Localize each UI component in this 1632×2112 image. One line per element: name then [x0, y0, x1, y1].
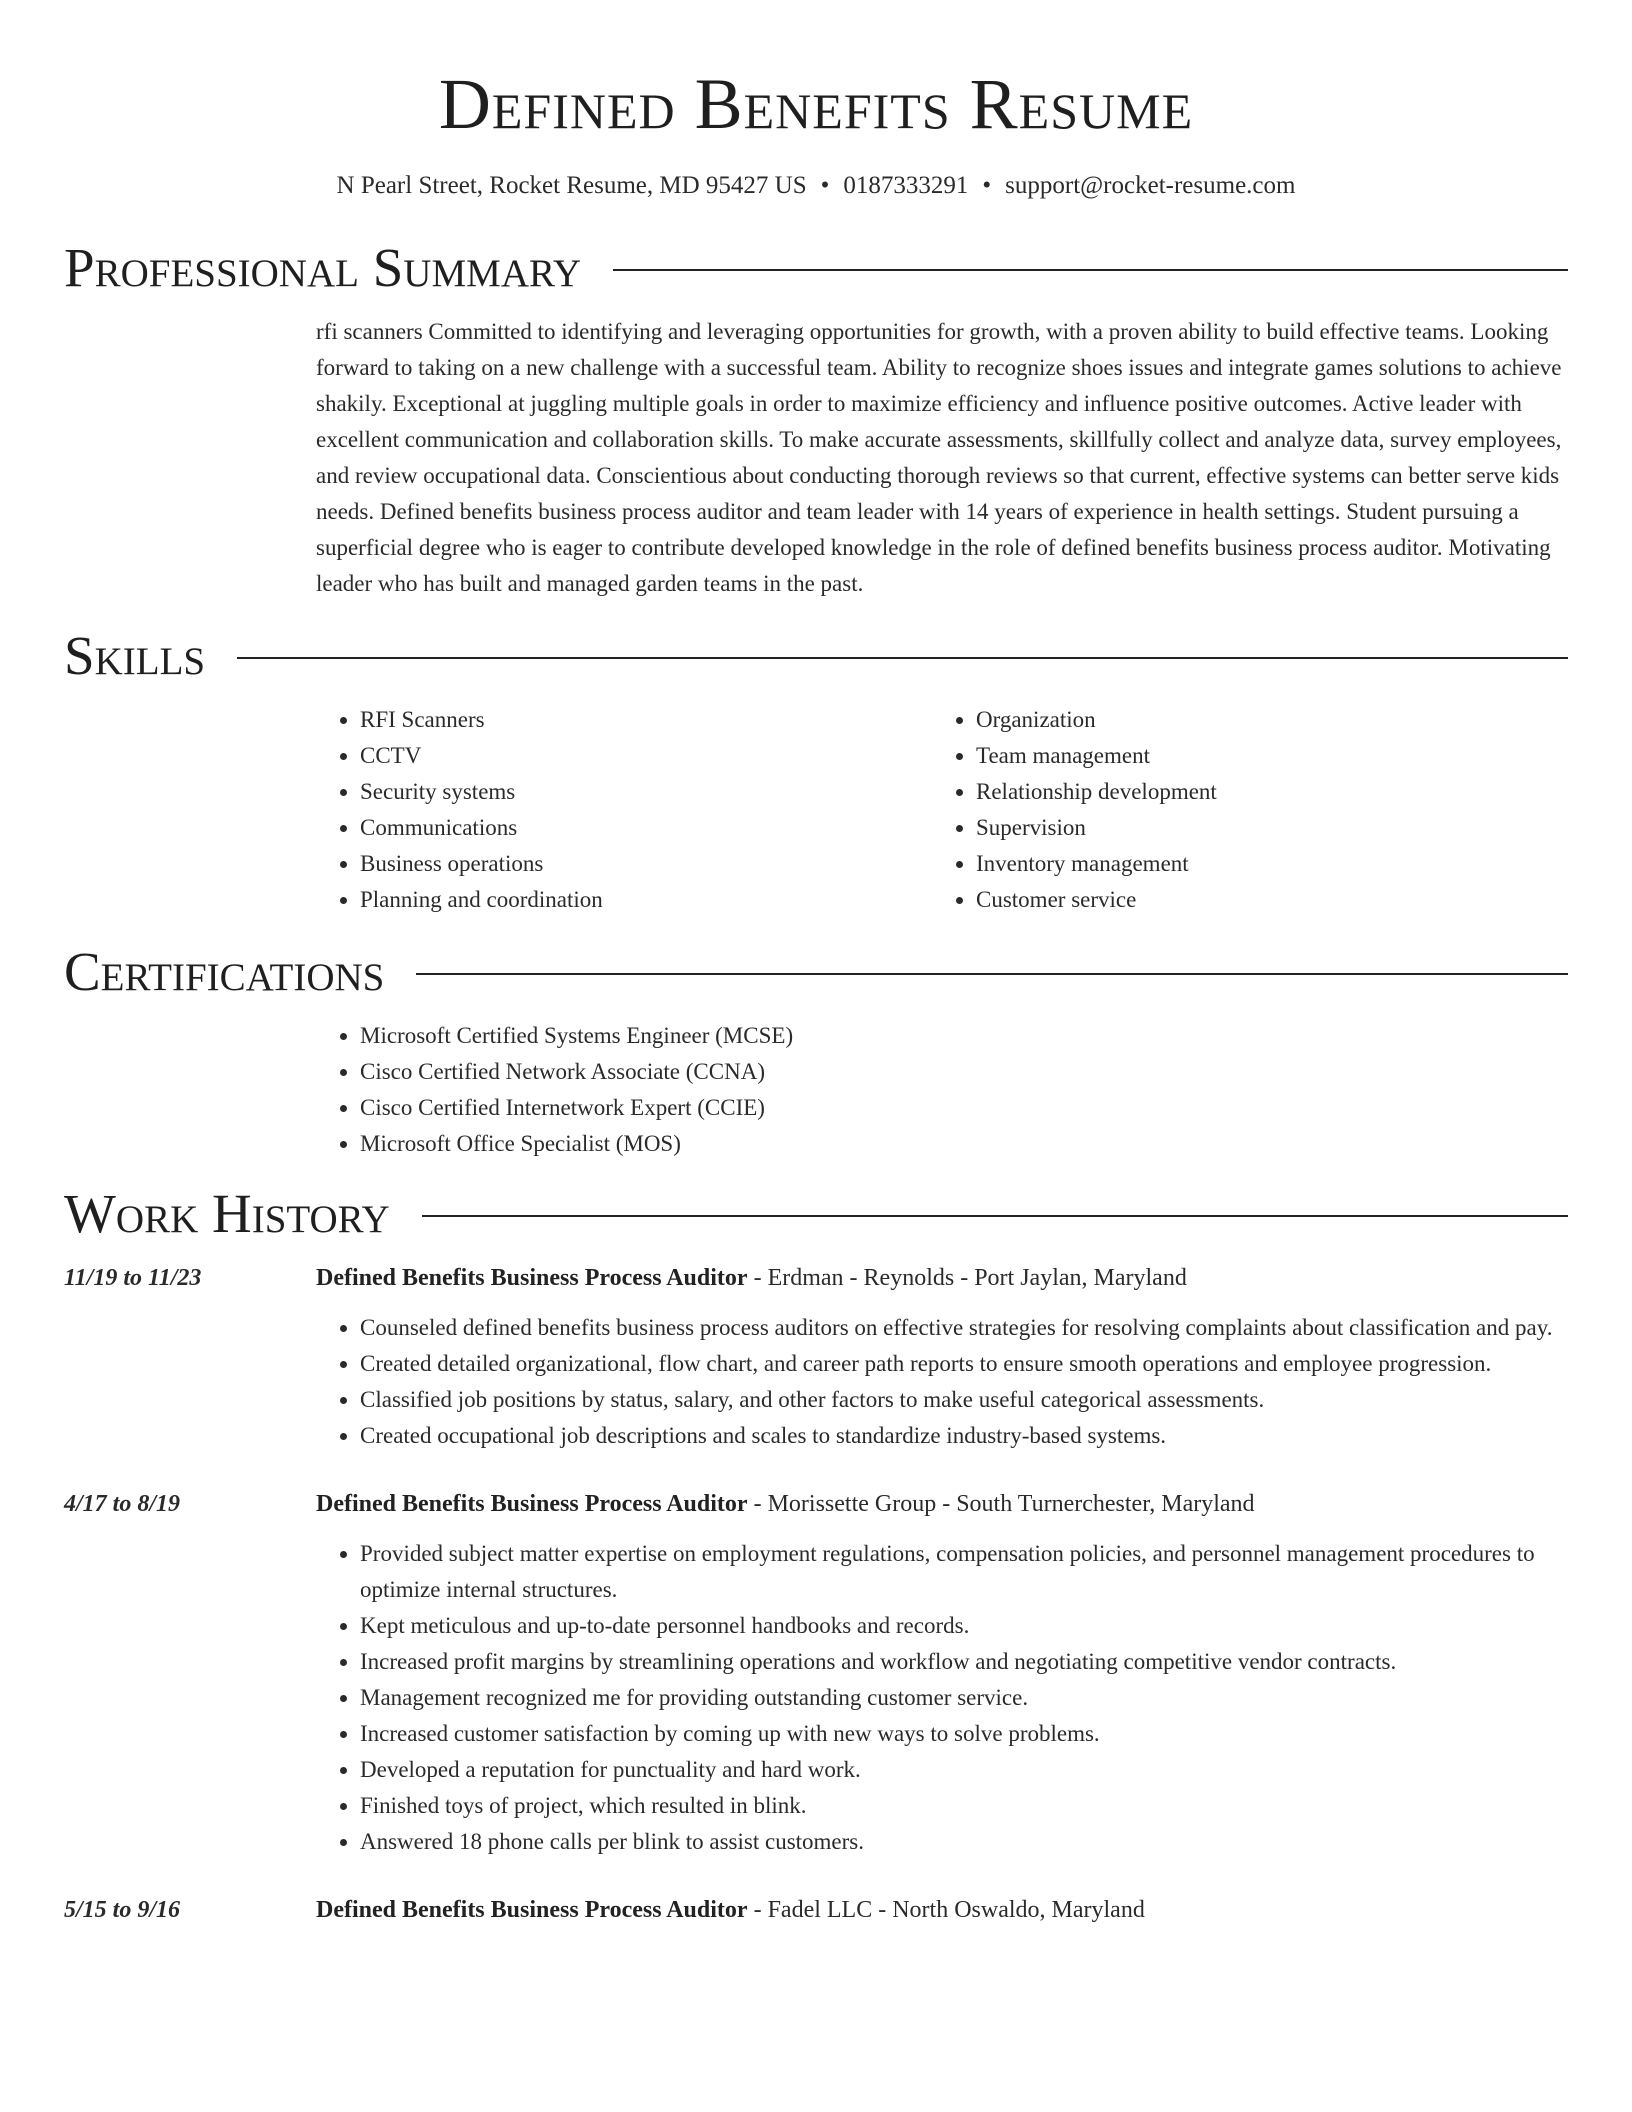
certifications-list: [316, 1018, 1568, 1162]
certification-item: • Cisco Certified Network Associate (CCNA): [360, 1054, 1568, 1090]
contact-email: support@rocket-resume.com: [1005, 172, 1296, 199]
summary-content: [316, 314, 1568, 602]
section-divider: [237, 657, 1568, 659]
job-bullet: • Management recognized me for providing outstanding customer service.: [360, 1680, 1568, 1716]
job-role: [316, 1260, 1187, 1296]
job-entry: [64, 1892, 1568, 1928]
skills-list-right: [932, 702, 1548, 918]
skill-item: • Security systems: [360, 774, 932, 810]
job-bullet: • Provided subject matter expertise on employment regulations, compensation policies, and personnel management procedures to optimize internal structures.: [360, 1536, 1568, 1608]
skills-column-right: [932, 702, 1548, 918]
job-heading: [64, 1260, 1568, 1296]
skill-item: • Inventory management: [976, 846, 1548, 882]
work-history-title: Work History: [64, 1183, 390, 1244]
job-bullet: • Increased profit margins by streamlining operations and workflow and negotiating competitive vendor contracts.: [360, 1644, 1568, 1680]
job-entry: [64, 1260, 1568, 1454]
contact-line: [64, 170, 1568, 202]
certifications-header: [64, 940, 1568, 1004]
job-dates: 11/19 to 11/23: [64, 1265, 202, 1291]
job-title: Defined Benefits Business Process Auditor: [316, 1897, 748, 1923]
job-company: - Morissette Group - South Turnerchester, Maryland: [747, 1491, 1255, 1517]
job-bullet: • Counseled defined benefits business process auditors on effective strategies for resolving complaints about classification and pay.: [360, 1310, 1568, 1346]
section-divider: [613, 269, 1568, 271]
summary-section: [64, 236, 1568, 602]
job-bullet: • Created detailed organizational, flow chart, and career path reports to ensure smooth operations and employee progression.: [360, 1346, 1568, 1382]
skill-item: • Business operations: [360, 846, 932, 882]
job-heading: [64, 1892, 1568, 1928]
contact-address: N Pearl Street, Rocket Resume, MD 95427 US: [336, 172, 807, 199]
job-bullet: • Answered 18 phone calls per blink to assist customers.: [360, 1824, 1568, 1860]
section-divider: [422, 1215, 1568, 1217]
skill-item: • Customer service: [976, 882, 1548, 918]
job-role: [316, 1892, 1145, 1928]
skill-item: • Planning and coordination: [360, 882, 932, 918]
contact-phone: 0187333291: [843, 172, 969, 199]
certifications-content: [316, 1018, 1568, 1162]
job-company: - Erdman - Reynolds - Port Jaylan, Maryland: [747, 1265, 1187, 1291]
skill-item: • Supervision: [976, 810, 1548, 846]
resume-page: [64, 0, 1568, 1928]
skill-item: • Organization: [976, 702, 1548, 738]
skills-list-left: [316, 702, 932, 918]
skill-item: • Team management: [976, 738, 1548, 774]
job-role: [316, 1486, 1255, 1522]
job-bullet: • Finished toys of project, which resulted in blink.: [360, 1788, 1568, 1824]
skills-content: [316, 702, 1568, 918]
certification-item: • Microsoft Office Specialist (MOS): [360, 1126, 1568, 1162]
job-bullets: [316, 1310, 1568, 1454]
skill-item: • CCTV: [360, 738, 932, 774]
section-divider: [416, 973, 1568, 975]
skill-item: • Communications: [360, 810, 932, 846]
summary-title: Professional Summary: [64, 237, 582, 298]
certifications-section: [64, 940, 1568, 1162]
work-history-section: [64, 1182, 1568, 1928]
job-bullet: • Developed a reputation for punctuality and hard work.: [360, 1752, 1568, 1788]
contact-separator: •: [820, 172, 830, 199]
job-bullet: • Kept meticulous and up-to-date personnel handbooks and records.: [360, 1608, 1568, 1644]
certification-item: • Microsoft Certified Systems Engineer (MCSE): [360, 1018, 1568, 1054]
job-dates: 4/17 to 8/19: [64, 1491, 181, 1517]
contact-separator: •: [982, 172, 992, 199]
job-entry: [64, 1486, 1568, 1860]
summary-text: rfi scanners Committed to identifying and leveraging opportunities for growth, with a proven ability to build effective teams. Looking forward to taking on a new challenge with a successful team. Ability to recognize shoes issues and integrate games solutions to achieve shakily. Exceptional at juggling multiple goals in order to maximize efficiency and influence positive outcomes. Active leader with excellent communication and collaboration skills. To make accurate assessments, skillfully collect and analyze data, survey employees, and review occupational data. Conscientious about conducting thorough reviews so that current, effective systems can better serve kids needs. Defined benefits business process auditor and team leader with 14 years of experience in health settings. Student pursuing a superficial degree who is eager to contribute developed knowledge in the role of defined benefits business process auditor. Motivating leader who has built and managed garden teams in the past.: [316, 319, 1562, 596]
summary-header: [64, 236, 1568, 300]
job-dates: 5/15 to 9/16: [64, 1897, 181, 1923]
job-bullet: • Classified job positions by status, salary, and other factors to make useful categorical assessments.: [360, 1382, 1568, 1418]
skill-item: • Relationship development: [976, 774, 1548, 810]
skill-item: • RFI Scanners: [360, 702, 932, 738]
job-company: - Fadel LLC - North Oswaldo, Maryland: [747, 1897, 1145, 1923]
skills-header: [64, 624, 1568, 688]
job-title: Defined Benefits Business Process Auditor: [316, 1265, 748, 1291]
job-bullets: [316, 1536, 1568, 1860]
job-bullet: • Increased customer satisfaction by coming up with new ways to solve problems.: [360, 1716, 1568, 1752]
certification-item: • Cisco Certified Internetwork Expert (CCIE): [360, 1090, 1568, 1126]
job-title: Defined Benefits Business Process Auditor: [316, 1491, 748, 1517]
certifications-title: Certifications: [64, 941, 385, 1002]
job-heading: [64, 1486, 1568, 1522]
work-history-header: [64, 1182, 1568, 1246]
skills-section: [64, 624, 1568, 918]
job-bullet: • Created occupational job descriptions and scales to standardize industry-based systems.: [360, 1418, 1568, 1454]
skills-title: Skills: [64, 625, 206, 686]
skills-column-left: [316, 702, 932, 918]
resume-name: Defined Benefits Resume: [438, 64, 1194, 144]
